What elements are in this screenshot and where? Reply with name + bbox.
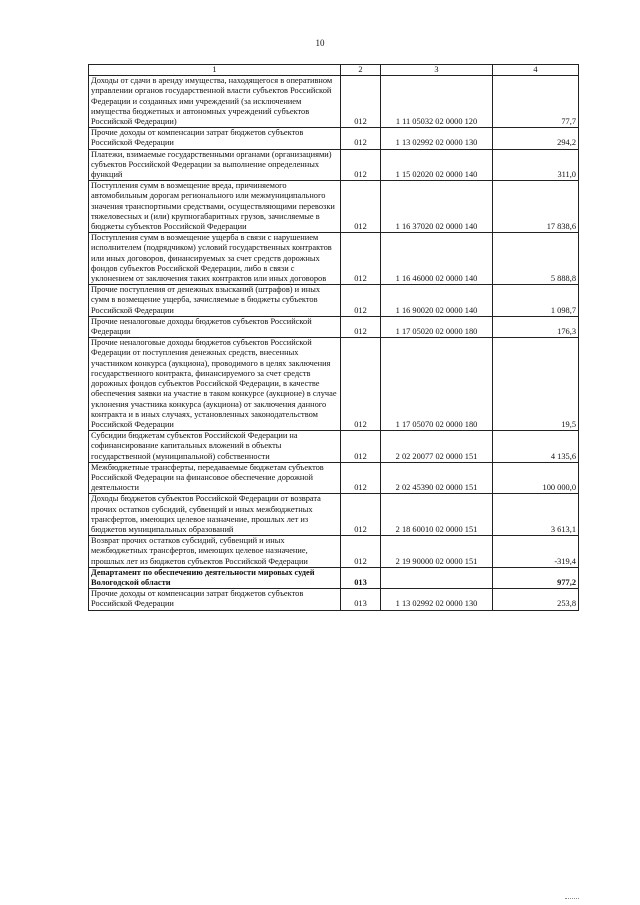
row-amount: 294,2 [493,128,579,149]
row-budget-code: 1 16 37020 02 0000 140 [381,181,493,233]
header-col-2: 2 [341,65,381,76]
row-budget-code: 2 18 60010 02 0000 151 [381,494,493,536]
row-budget-code: 2 19 90000 02 0000 151 [381,536,493,568]
table-row [89,338,579,431]
row-admin-code: 012 [341,462,381,494]
table-row [89,494,579,536]
row-budget-code: 2 02 20077 02 0000 151 [381,431,493,463]
row-budget-code: 1 11 05032 02 0000 120 [381,76,493,128]
row-admin-code: 012 [341,536,381,568]
row-name: Возврат прочих остатков субсидий, субвенций и иных межбюджетных трансфертов, имеющих целевое назначение, прошлых лет из бюджетов субъектов Российской Федерации [89,536,341,568]
row-name: Поступления сумм в возмещение вреда, причиняемого автомобильным дорогам регионального или межмуниципального значения транспортными средствами, осуществляющими перевозки тяжеловесных и (или) крупногабаритных грузов, зачисляемые в бюджеты субъектов Российской Федерации [89,181,341,233]
table-row [89,285,579,317]
budget-revenue-table [88,64,579,611]
row-admin-code: 012 [341,285,381,317]
row-admin-code: 012 [341,149,381,181]
row-amount: 17 838,6 [493,181,579,233]
table-row [89,181,579,233]
row-budget-code: 1 13 02992 02 0000 130 [381,589,493,610]
row-admin-code: 012 [341,338,381,431]
row-amount: -319,4 [493,536,579,568]
row-admin-code: 012 [341,76,381,128]
table-row [89,128,579,149]
row-name: Прочие неналоговые доходы бюджетов субъектов Российской Федерации [89,316,341,337]
table-row [89,589,579,610]
page-number: 10 [315,38,325,48]
row-amount: 3 613,1 [493,494,579,536]
row-budget-code: 1 17 05020 02 0000 180 [381,316,493,337]
row-amount: 311,0 [493,149,579,181]
row-admin-code: 012 [341,233,381,285]
row-amount: 977,2 [493,567,579,588]
row-budget-code: 1 16 46000 02 0000 140 [381,233,493,285]
row-amount: 19,5 [493,338,579,431]
row-budget-code: 1 17 05070 02 0000 180 [381,338,493,431]
table-row-department [89,567,579,588]
row-name: Межбюджетные трансферты, передаваемые бюджетам субъектов Российской Федерации на финансовое обеспечение дорожной деятельности [89,462,341,494]
row-admin-code: 012 [341,181,381,233]
row-name: Доходы от сдачи в аренду имущества, находящегося в оперативном управлении органов государственной власти субъектов Российской Федерации и созданных ими учреждений (за исключением имущества бюджетных и автономных учреждений субъектов Российской Федерации) [89,76,341,128]
table-row [89,76,579,128]
row-amount: 5 888,8 [493,233,579,285]
table-row [89,536,579,568]
table-header-row [89,65,579,76]
table-row [89,233,579,285]
row-name: Доходы бюджетов субъектов Российской Федерации от возврата прочих остатков субсидий, субвенций и иных межбюджетных трансфертов, имеющих целевое назначение, прошлых лет из бюджетов муниципальных образований [89,494,341,536]
table-row [89,149,579,181]
table-row [89,431,579,463]
row-amount: 4 135,6 [493,431,579,463]
row-amount: 176,3 [493,316,579,337]
row-admin-code: 012 [341,128,381,149]
row-budget-code [381,567,493,588]
row-admin-code: 013 [341,567,381,588]
row-name: Платежи, взимаемые государственными органами (организациями) субъектов Российской Федерации за выполнение определенных функций [89,149,341,181]
row-name: Субсидии бюджетам субъектов Российской Федерации на софинансирование капитальных вложений в объекты государственной (муниципальной) собственности [89,431,341,463]
row-amount: 77,7 [493,76,579,128]
row-name: Прочие доходы от компенсации затрат бюджетов субъектов Российской Федерации [89,589,341,610]
row-admin-code: 012 [341,316,381,337]
row-name: Прочие доходы от компенсации затрат бюджетов субъектов Российской Федерации [89,128,341,149]
header-col-1: 1 [89,65,341,76]
row-budget-code: 1 13 02992 02 0000 130 [381,128,493,149]
table-row [89,462,579,494]
row-name: Прочие поступления от денежных взысканий (штрафов) и иных сумм в возмещение ущерба, зачисляемые в бюджеты субъектов Российской Федерации [89,285,341,317]
row-amount: 253,8 [493,589,579,610]
row-name: Поступления сумм в возмещение ущерба в связи с нарушением исполнителем (подрядчиком) условий государственных контрактов или иных договоров, финансируемых за счет средств дорожных фондов субъектов Российской Федерации, либо в связи с уклонением от заключения таких контрактов или иных договоров [89,233,341,285]
table-row [89,316,579,337]
row-name: Прочие неналоговые доходы бюджетов субъектов Российской Федерации от поступления денежных средств, внесенных участником конкурса (аукциона), проводимого в целях заключения государственного контракта, финансируемого за счет средств дорожных фондов субъектов Российской Федерации, в качестве обеспечения заявки на участие в таком конкурсе (аукционе) в случае уклонения участника конкурса (аукциона) от заключения данного контракта и в иных случаях, установленных законодательством Российской Федерации [89,338,341,431]
row-budget-code: 2 02 45390 02 0000 151 [381,462,493,494]
row-amount: 1 098,7 [493,285,579,317]
row-budget-code: 1 16 90020 02 0000 140 [381,285,493,317]
header-col-3: 3 [381,65,493,76]
row-amount: 100 000,0 [493,462,579,494]
row-admin-code: 012 [341,431,381,463]
row-admin-code: 012 [341,494,381,536]
header-col-4: 4 [493,65,579,76]
scan-artifact [565,898,579,901]
row-name: Департамент по обеспечению деятельности мировых судей Вологодской области [89,567,341,588]
row-budget-code: 1 15 02020 02 0000 140 [381,149,493,181]
row-admin-code: 013 [341,589,381,610]
